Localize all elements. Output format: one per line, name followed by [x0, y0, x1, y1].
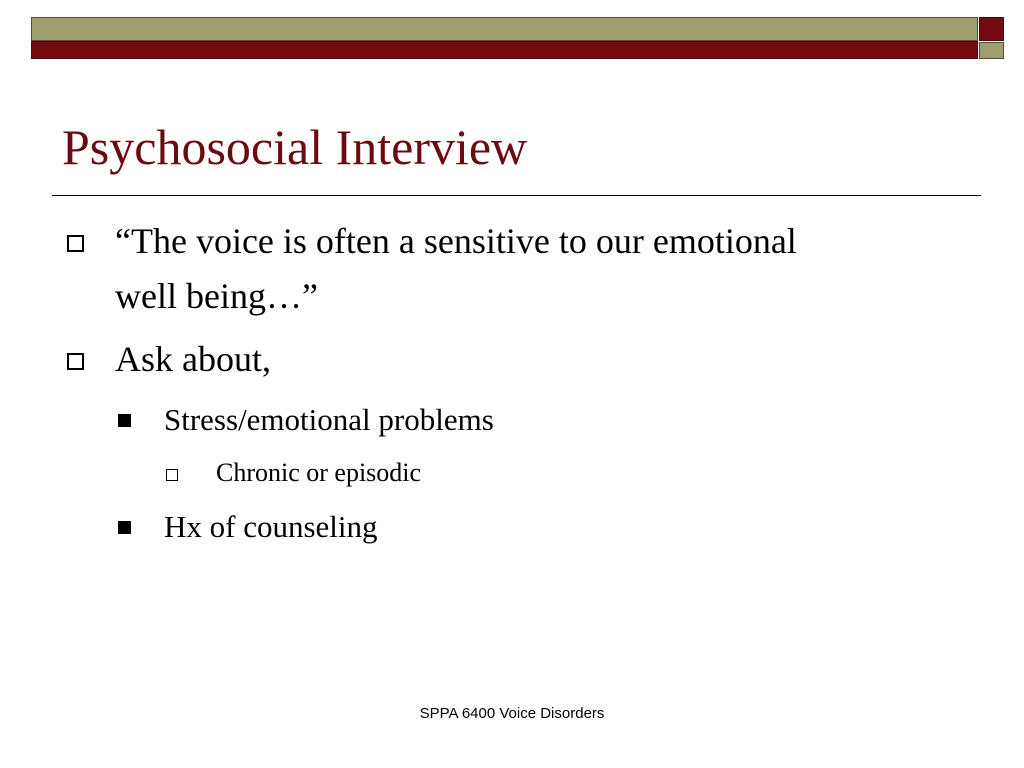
- bullet-item: Ask about,: [115, 339, 271, 379]
- slide-title: Psychosocial Interview: [62, 119, 528, 175]
- slide-footer: [0, 704, 1024, 724]
- filled-square-bullet-icon: [118, 521, 131, 534]
- footer-text: SPPA 6400 Voice Disorders: [419, 705, 605, 722]
- sub-sub-bullet-item: Chronic or episodic: [216, 458, 422, 487]
- hollow-square-bullet-icon: [67, 235, 84, 252]
- sub-bullet-item: Stress/emotional problems: [164, 402, 494, 437]
- bullet-item: “The voice is often a sensitive to our emotional well being…”: [115, 221, 797, 316]
- filled-square-bullet-icon: [118, 414, 131, 427]
- hollow-square-bullet-icon: [67, 353, 84, 370]
- sub-bullet-item: Hx of counseling: [164, 509, 378, 544]
- hollow-square-bullet-icon: [166, 469, 178, 481]
